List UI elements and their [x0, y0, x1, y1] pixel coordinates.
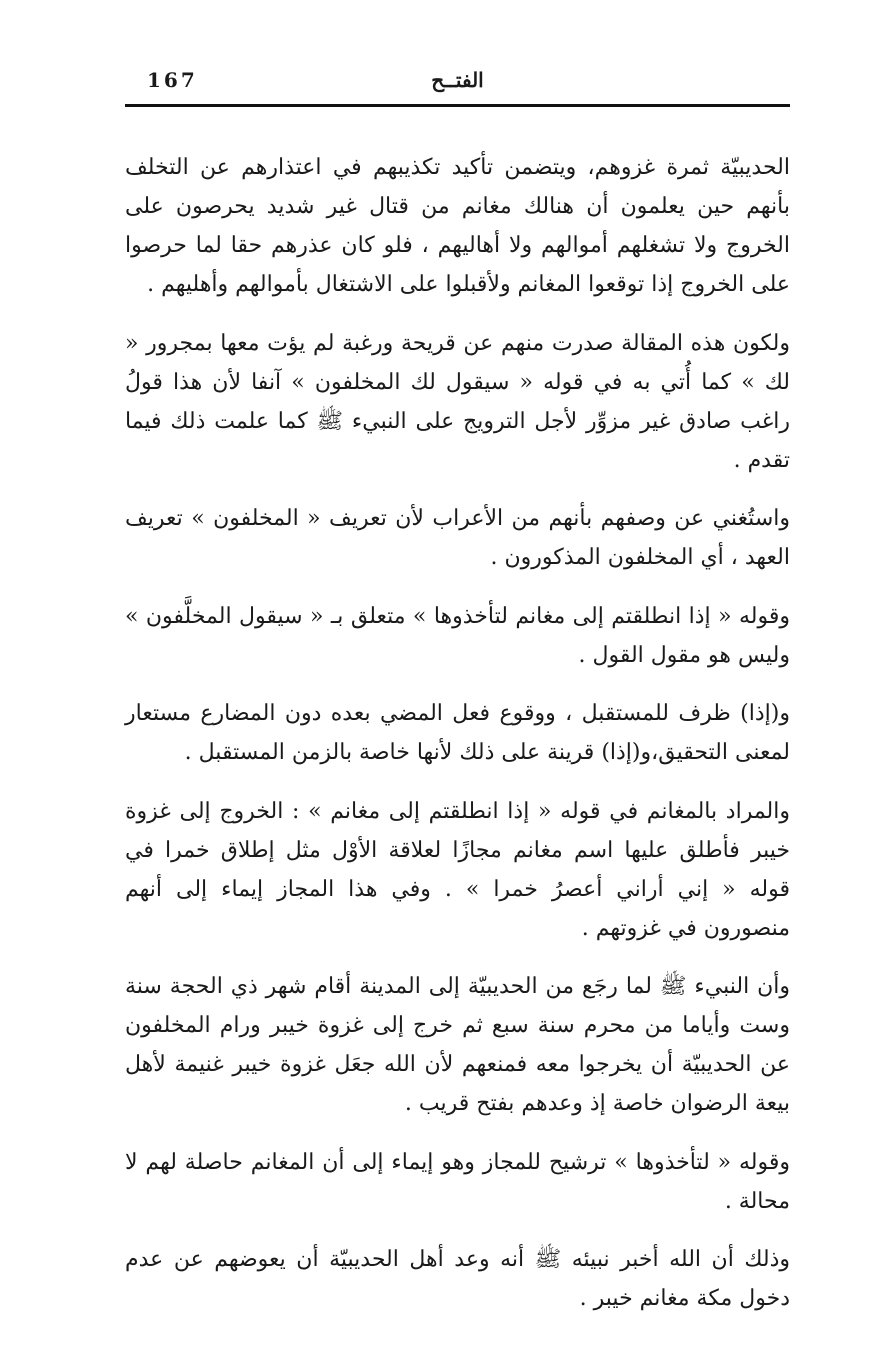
- paragraph: وذلك أن الله أخبر نبيئه ﷺ أنه وعد أهل الحديبيّة أن يعوضهم عن عدم دخول مكة مغانم خيبر .: [125, 1247, 790, 1311]
- paragraph: والمراد بالمغانم في قوله « إذا انطلقتم إلى مغانم » : الخروج إلى غزوة خيبر فأطلق عليها اسم مغانم مجازًا لعلاقة الأوْل مثل إطلاق خمرا في قوله « إني أراني أعصرُ خمرا » . وفي هذا المجاز إيماء إلى أنهم منصورون في غزوتهم .: [125, 798, 790, 941]
- paragraph: وقوله « إذا انطلقتم إلى مغانم لتأخذوها » متعلق بـ « سيقول المخلَّفون » وليس هو مقول القول .: [125, 603, 790, 668]
- paragraph: وقوله « لتأخذوها » ترشيح للمجاز وهو إيماء إلى أن المغانم حاصلة لهم لا محالة .: [125, 1149, 790, 1214]
- header-rule: [125, 104, 790, 107]
- paragraph: الحديبيّة ثمرة غزوهم، ويتضمن تأكيد تكذيبهم في اعتذارهم عن التخلف بأنهم حين يعلمون أن هنالك مغانم من قتال غير شديد يحرصون على الخروج ولا تشغلهم أموالهم ولا أهاليهم ، فلو كان عذرهم حقا لما حرصوا على الخروج إذا توقعوا المغانم ولأقبلوا على الاشتغال بأموالهم وأهليهم .: [125, 155, 790, 297]
- paragraph: و(إذا) ظرف للمستقبل ، ووقوع فعل المضي بعده دون المضارع مستعار لمعنى التحقيق،و(إذا) قرينة على ذلك لأنها خاصة بالزمن المستقبل .: [125, 701, 790, 765]
- page-number: 167: [147, 68, 198, 92]
- paragraph: ولكون هذه المقالة صدرت منهم عن قريحة ورغبة لم يؤت معها بمجرور « لك » كما أُتي به في قوله « سيقول لك المخلفون » آنفا لأن هذا قولُ راغب صادق غير مزوِّر لأجل الترويج على النبيء ﷺ كما علمت ذلك فيما تقدم .: [125, 330, 790, 473]
- page-header: [125, 62, 790, 102]
- running-title: الفتــح: [431, 68, 484, 92]
- body-text: [125, 148, 790, 1338]
- paragraph: وأن النبيء ﷺ لما رجَع من الحديبيّة إلى المدينة أقام شهر ذي الحجة سنة وست وأياما من محرم سنة سبع ثم خرج إلى غزوة خيبر ورام المخلفون عن الحديبيّة أن يخرجوا معه فمنعهم لأن الله جعَل غزوة خيبر غنيمة لأهل بيعة الرضوان خاصة إذ وعدهم بفتح قريب .: [125, 974, 790, 1116]
- paragraph: واستُغني عن وصفهم بأنهم من الأعراب لأن تعريف « المخلفون » تعريف العهد ، أي المخلفون المذكورون .: [125, 506, 790, 570]
